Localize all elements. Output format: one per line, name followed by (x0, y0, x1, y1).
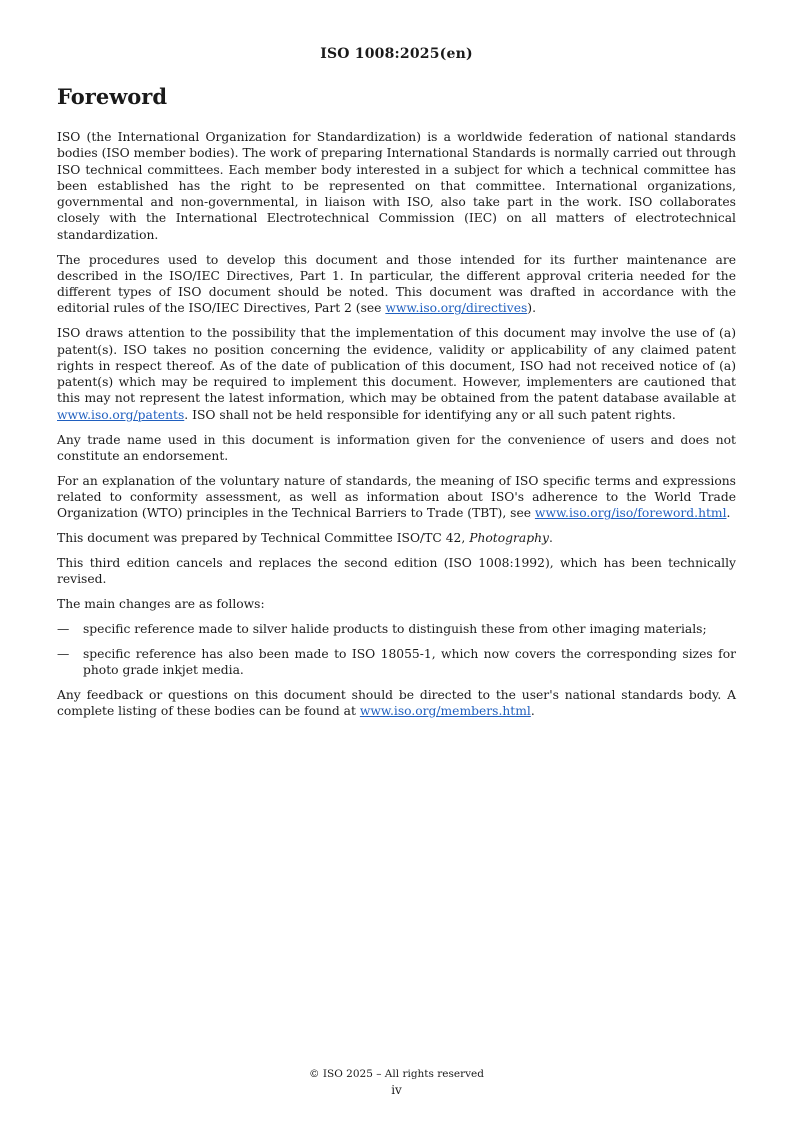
paragraph-text: . (530, 703, 535, 718)
list-item-text: specific reference made to silver halide products to distinguish these from other imaging materials; (83, 621, 707, 636)
document-id: ISO 1008:2025(en) (320, 46, 473, 62)
dash-bullet: — (57, 646, 70, 661)
paragraph-patents (57, 325, 736, 423)
paragraph-text: This document was prepared by Technical Committee ISO/TC 42, (57, 531, 470, 546)
paragraph-text: Any feedback or questions on this document should be directed to the user's national standards body. A complete listing of these bodies can be found at (57, 687, 736, 718)
paragraph-feedback (57, 687, 736, 720)
members-link[interactable]: www.iso.org/members.html (359, 703, 531, 718)
page-number: iv (391, 1083, 402, 1097)
dash-bullet: — (57, 621, 70, 636)
paragraph-iso-intro: ISO (the International Organization for Standardization) is a worldwide federation of national standards bodies (ISO member bodies). The work of preparing International Standards is normally carried out through ISO technical committees. Each member body interested in a subject for which a technical committee has been established has the right to be represented on that committee. International organizations, governmental and non-governmental, in liaison with ISO, also take part in the work. ISO collaborates closely with the International Electrotechnical Commission (IEC) on all matters of electrotechnical standardization. (57, 130, 736, 242)
paragraph-procedures (57, 252, 736, 317)
copyright-notice: © ISO 2025 – All rights reserved (309, 1068, 484, 1080)
paragraph-text: . ISO shall not be held responsible for identifying any or all such patent rights. (184, 407, 676, 422)
list-item (57, 646, 736, 679)
paragraph-text: For an explanation of the voluntary nature of standards, the meaning of ISO specific terms and expressions related to conformity assessment, as well as information about ISO's adherence to the World Trade Organization (WTO) principles in the Technical Barriers to Trade (TBT), see (57, 473, 736, 521)
list-item (57, 621, 736, 637)
paragraph-text: . (726, 506, 731, 521)
paragraph-text: . (548, 531, 553, 546)
foreword-body (57, 129, 736, 728)
page-footer (0, 1066, 793, 1098)
paragraph-changes-intro: The main changes are as follows: (57, 596, 265, 611)
paragraph-voluntary-nature (57, 473, 736, 522)
committee-name: Photography (469, 531, 549, 546)
paragraph-text: ISO draws attention to the possibility that the implementation of this document may involve the use of (a) patent(s). ISO takes no position concerning the evidence, validity or applicability of any claimed patent rights in respect thereof. As of the date of publication of this document, ISO had not received notice of (a) patent(s) which may be required to implement this document. However, implementers are cautioned that this may not represent the latest information, which may be obtained from the patent database available at (57, 326, 736, 406)
list-item-text: specific reference has also been made to ISO 18055-1, which now covers the corresponding sizes for photo grade inkjet media. (83, 646, 736, 677)
paragraph-text: ). (527, 301, 536, 316)
page-title: Foreword (57, 84, 168, 109)
patents-link[interactable]: www.iso.org/patents (57, 407, 185, 422)
paragraph-edition: This third edition cancels and replaces the second edition (ISO 1008:1992), which has been technically revised. (57, 555, 736, 587)
directives-link[interactable]: www.iso.org/directives (385, 301, 528, 316)
paragraph-text: The procedures used to develop this document and those intended for its further maintenance are described in the ISO/IEC Directives, Part 1. In particular, the different approval criteria needed for the different types of ISO document should be noted. This document was drafted in accordance with the editorial rules of the ISO/IEC Directives, Part 2 (see (57, 252, 736, 316)
paragraph-committee (57, 530, 736, 546)
paragraph-trade-name: Any trade name used in this document is information given for the convenience of users and does not constitute an endorsement. (57, 432, 736, 463)
foreword-link[interactable]: www.iso.org/iso/foreword.html (534, 506, 727, 521)
